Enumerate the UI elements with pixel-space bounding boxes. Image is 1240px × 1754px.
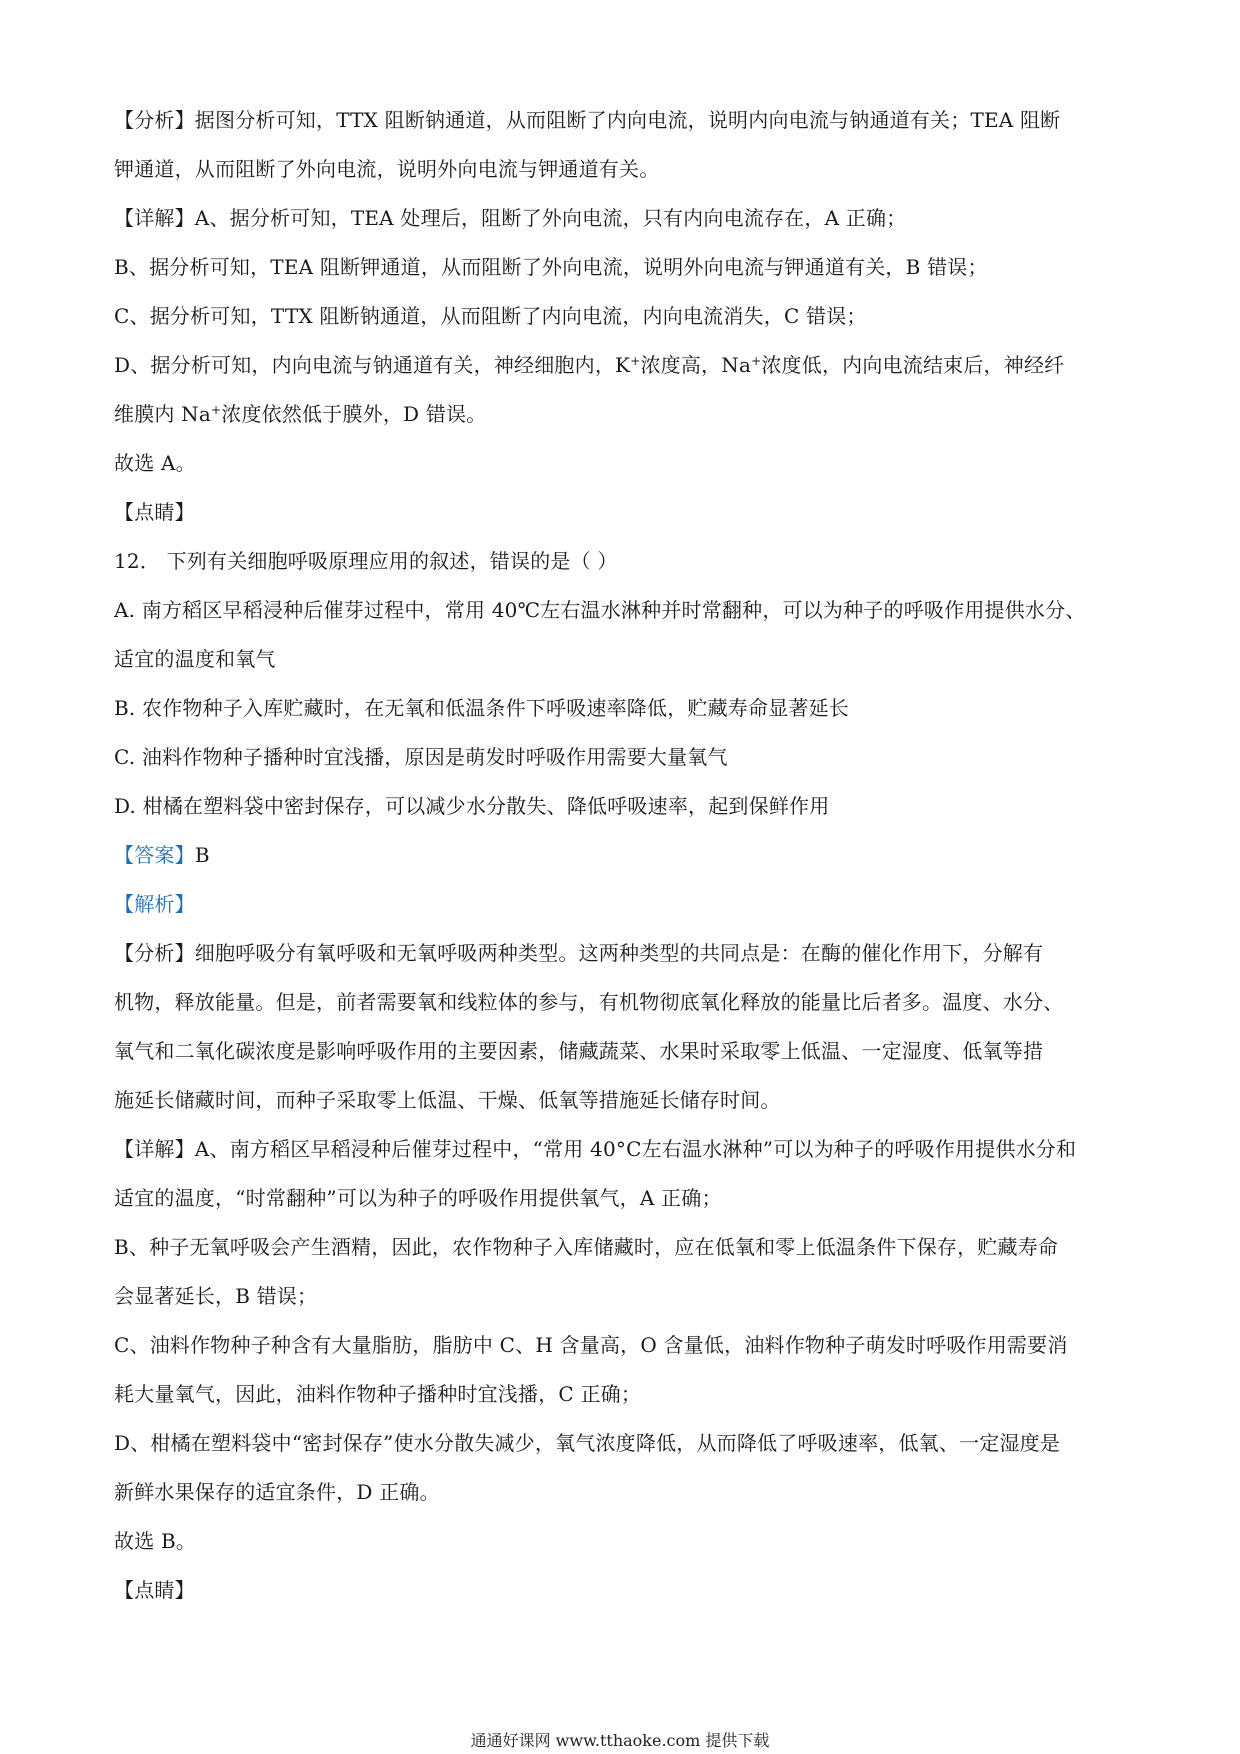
q11-detail-d2-text-2: 浓度依然低于膜外，D 错误。	[221, 402, 487, 426]
q11-detail-b: B、据分析可知，TEA 阻断钾通道，从而阻断了外向电流，说明外向电流与钾通道有关，B 错误；	[114, 255, 988, 279]
q12-option-a-line-2: 适宜的温度和氧气	[114, 647, 276, 671]
q12-detail-a-line-1: 【详解】A、南方稻区早稻浸种后催芽过程中，“常用 40°C左右温水淋种”可以为种子的呼吸作用提供水分和	[114, 1137, 1077, 1161]
q11-detail-d-text-3: 浓度低，内向电流结束后，神经纤	[761, 353, 1065, 377]
q12-detail-b-line-2: 会显著延长，B 错误；	[114, 1284, 318, 1308]
q12-explain-label: 【解析】	[114, 892, 195, 916]
q12-analysis-line-4: 施延长储藏时间，而种子采取零上低温、干燥、低氧等措施延长储存时间。	[114, 1088, 781, 1112]
q12-option-d: D. 柑橘在塑料袋中密封保存，可以减少水分散失、降低呼吸速率，起到保鲜作用	[114, 794, 830, 818]
q12-option-a-line-1: A. 南方稻区早稻浸种后催芽过程中，常用 40℃左右温水淋种并时常翻种，可以为种子的呼吸作用提供水分、	[114, 598, 1086, 622]
q12-option-c: C. 油料作物种子播种时宜浅播，原因是萌发时呼吸作用需要大量氧气	[114, 745, 728, 769]
q12-comment: 【点睛】	[114, 1578, 195, 1602]
q11-choose: 故选 A。	[114, 451, 196, 475]
q12-detail-a-line-2: 适宜的温度，“时常翻种”可以为种子的呼吸作用提供氧气，A 正确；	[114, 1186, 722, 1210]
page-footer: 通通好课网 www.tthaoke.com 提供下载	[470, 1731, 770, 1750]
q12-analysis-line-2: 机物，释放能量。但是，前者需要氧和线粒体的参与，有机物彻底氧化释放的能量比后者多。温度、水分、	[114, 990, 1064, 1014]
q12-detail-b-line-1: B、种子无氧呼吸会产生酒精，因此，农作物种子入库储藏时，应在低氧和零上低温条件下保存，贮藏寿命	[114, 1235, 1059, 1259]
q12-stem: 12． 下列有关细胞呼吸原理应用的叙述，错误的是（ ）	[114, 549, 618, 573]
q11-detail-a: 【详解】A、据分析可知，TEA 处理后，阻断了外向电流，只有内向电流存在，A 正确；	[114, 206, 907, 230]
q11-detail-d-line-2	[114, 390, 1130, 439]
na-ion-charge-2: +	[210, 402, 222, 417]
q12-option-b: B. 农作物种子入库贮藏时，在无氧和低温条件下呼吸速率降低，贮藏寿命显著延长	[114, 696, 850, 720]
q12-answer	[114, 831, 1130, 880]
q12-detail-c-line-2: 耗大量氧气，因此，油料作物种子播种时宜浅播，C 正确；	[114, 1382, 642, 1406]
q12-choose: 故选 B。	[114, 1529, 197, 1553]
k-ion-charge: +	[630, 353, 641, 368]
q11-comment: 【点睛】	[114, 500, 195, 524]
q11-detail-c: C、据分析可知，TTX 阻断钠通道，从而阻断了内向电流，内向电流消失，C 错误；	[114, 304, 867, 328]
q12-detail-c-line-1: C、油料作物种子种含有大量脂肪，脂肪中 C、H 含量高，O 含量低，油料作物种子萌发时呼吸作用需要消	[114, 1333, 1068, 1357]
q12-analysis-line-3: 氧气和二氧化碳浓度是影响呼吸作用的主要因素，储藏蔬菜、水果时采取零上低温、一定湿度、低氧等措	[114, 1039, 1044, 1063]
q11-detail-d-text-2: 浓度高，Na	[640, 353, 752, 377]
q12-detail-d-line-1: D、柑橘在塑料袋中“密封保存”使水分散失减少，氧气浓度降低，从而降低了呼吸速率，低氧、一定湿度是	[114, 1431, 1061, 1455]
q12-detail-d-line-2: 新鲜水果保存的适宜条件，D 正确。	[114, 1480, 440, 1504]
answer-label: 【答案】	[114, 843, 195, 867]
document-page	[114, 96, 1130, 1615]
q11-analysis-line-1: 【分析】据图分析可知，TTX 阻断钠通道，从而阻断了内向电流，说明内向电流与钠通道有关；TEA 阻断	[114, 108, 1061, 132]
q11-analysis-line-2: 钾通道，从而阻断了外向电流，说明外向电流与钾通道有关。	[114, 157, 660, 181]
na-ion-charge: +	[751, 353, 762, 368]
q11-detail-d-text-1: D、据分析可知，内向电流与钠通道有关，神经细胞内，K	[114, 353, 631, 377]
answer-value: B	[194, 843, 210, 867]
q11-detail-d-line-1	[114, 341, 1130, 390]
q12-analysis-line-1: 【分析】细胞呼吸分有氧呼吸和无氧呼吸两种类型。这两种类型的共同点是：在酶的催化作用下，分解有	[114, 941, 1044, 965]
q11-detail-d2-text-1: 维膜内 Na	[114, 402, 211, 426]
